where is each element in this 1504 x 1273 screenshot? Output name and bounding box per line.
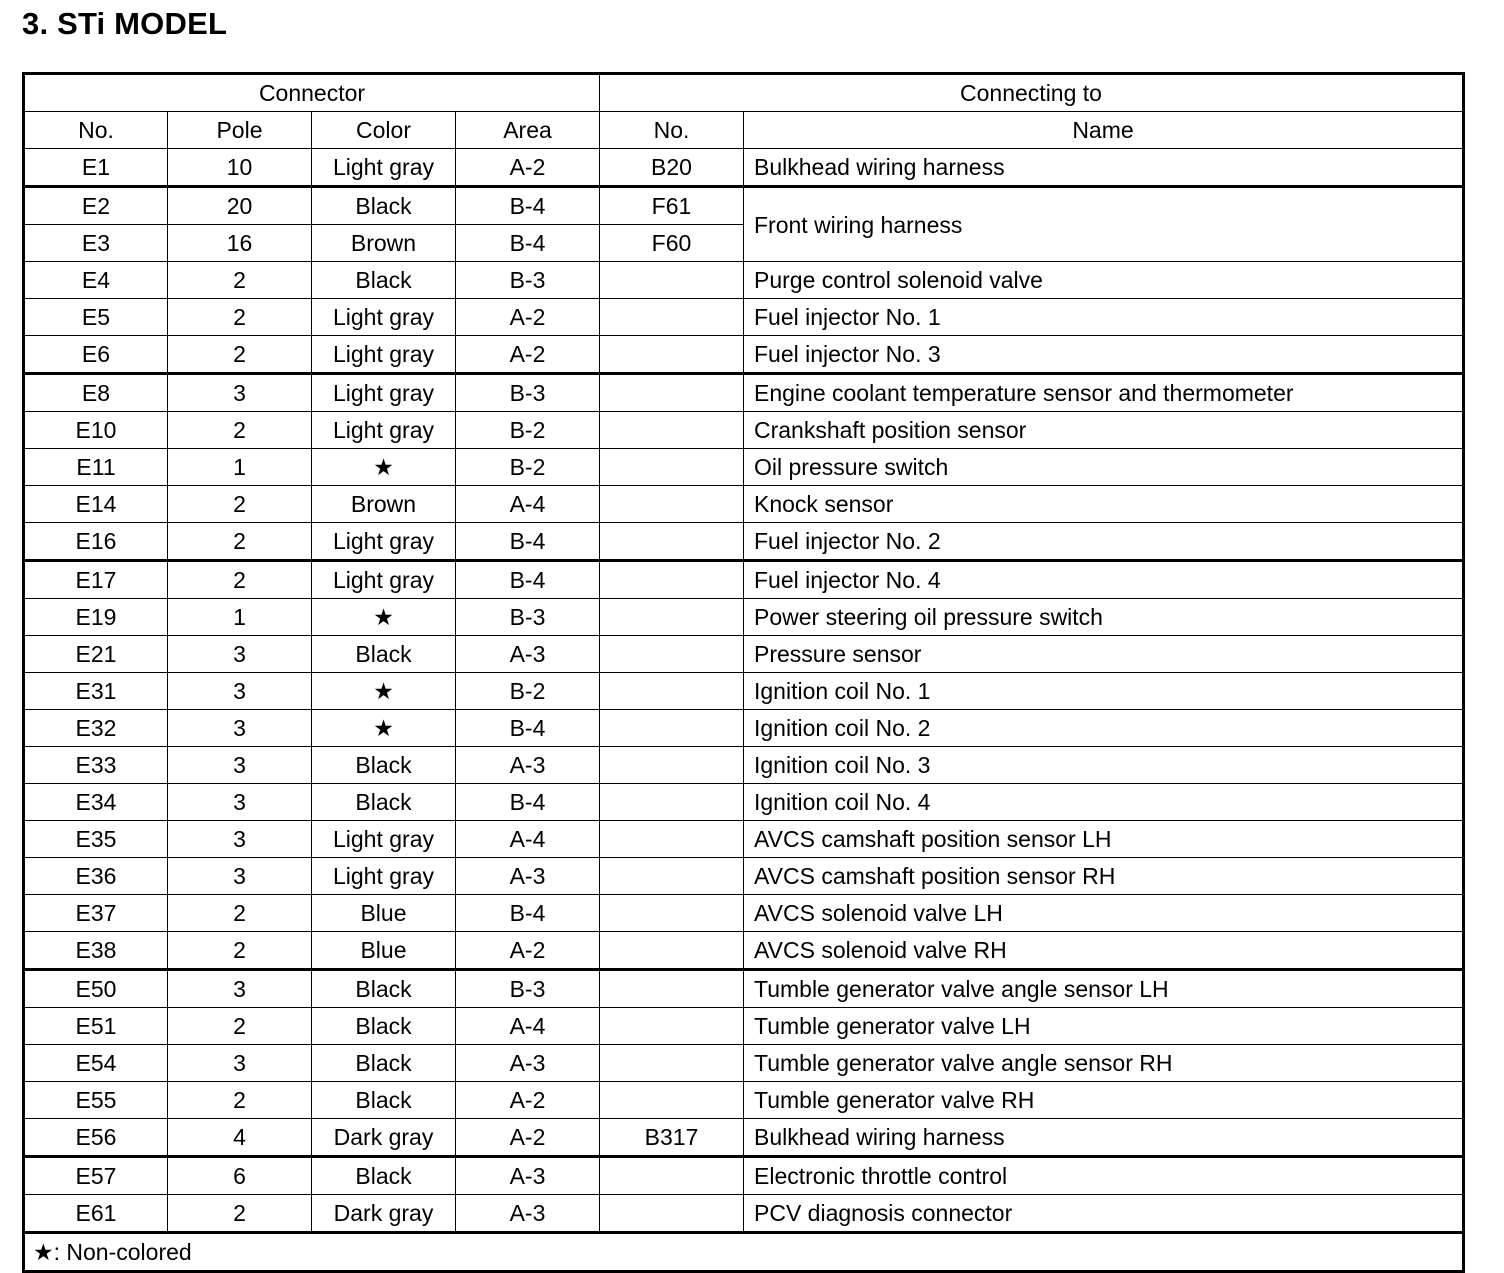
table-row xyxy=(24,561,1464,599)
cell-area: B-4 xyxy=(456,187,600,225)
cell-color: Light gray xyxy=(312,374,456,412)
table-row xyxy=(24,187,1464,225)
cell-name: Ignition coil No. 1 xyxy=(744,673,1464,710)
cell-area: B-4 xyxy=(456,895,600,932)
cell-connector-no: E14 xyxy=(24,486,168,523)
cell-connector-no: E10 xyxy=(24,412,168,449)
table-row xyxy=(24,412,1464,449)
col-header-no: No. xyxy=(24,112,168,149)
cell-connecting-no xyxy=(600,970,744,1008)
cell-connecting-no xyxy=(600,1157,744,1195)
cell-area: A-2 xyxy=(456,299,600,336)
cell-connector-no: E54 xyxy=(24,1045,168,1082)
table-row xyxy=(24,858,1464,895)
page-title: 3. STi MODEL xyxy=(22,6,228,41)
cell-connector-no: E21 xyxy=(24,636,168,673)
cell-area: A-2 xyxy=(456,149,600,187)
col-header-pole: Pole xyxy=(168,112,312,149)
cell-color: Blue xyxy=(312,895,456,932)
cell-pole: 2 xyxy=(168,932,312,970)
cell-connector-no: E34 xyxy=(24,784,168,821)
cell-area: A-4 xyxy=(456,821,600,858)
cell-connector-no: E3 xyxy=(24,225,168,262)
cell-connector-no: E56 xyxy=(24,1119,168,1157)
cell-area: B-4 xyxy=(456,710,600,747)
cell-pole: 6 xyxy=(168,1157,312,1195)
cell-name: Crankshaft position sensor xyxy=(744,412,1464,449)
cell-color: Black xyxy=(312,1157,456,1195)
cell-name: AVCS solenoid valve LH xyxy=(744,895,1464,932)
cell-color: Light gray xyxy=(312,523,456,561)
cell-name: PCV diagnosis connector xyxy=(744,1195,1464,1233)
cell-pole: 16 xyxy=(168,225,312,262)
cell-connecting-no xyxy=(600,374,744,412)
cell-pole: 2 xyxy=(168,895,312,932)
cell-connector-no: E11 xyxy=(24,449,168,486)
col-header-area: Area xyxy=(456,112,600,149)
cell-pole: 4 xyxy=(168,1119,312,1157)
cell-color: Black xyxy=(312,1008,456,1045)
connector-group-header: Connector xyxy=(24,74,600,112)
cell-area: B-3 xyxy=(456,970,600,1008)
table-row xyxy=(24,710,1464,747)
cell-connecting-no xyxy=(600,673,744,710)
cell-color: ★ xyxy=(312,449,456,486)
table-row xyxy=(24,1082,1464,1119)
cell-connecting-no: B20 xyxy=(600,149,744,187)
cell-color: Light gray xyxy=(312,561,456,599)
cell-color: Black xyxy=(312,747,456,784)
cell-connector-no: E31 xyxy=(24,673,168,710)
cell-area: A-3 xyxy=(456,1045,600,1082)
cell-connecting-no xyxy=(600,486,744,523)
table-row xyxy=(24,262,1464,299)
cell-connecting-no xyxy=(600,262,744,299)
cell-name: AVCS solenoid valve RH xyxy=(744,932,1464,970)
table-row xyxy=(24,1157,1464,1195)
cell-connector-no: E37 xyxy=(24,895,168,932)
cell-name: Fuel injector No. 1 xyxy=(744,299,1464,336)
cell-name: AVCS camshaft position sensor RH xyxy=(744,858,1464,895)
footnote: ★: Non-colored xyxy=(24,1233,1464,1272)
cell-area: B-4 xyxy=(456,523,600,561)
cell-area: A-3 xyxy=(456,747,600,784)
cell-color: Blue xyxy=(312,932,456,970)
cell-color: Brown xyxy=(312,486,456,523)
cell-connecting-no xyxy=(600,561,744,599)
cell-pole: 2 xyxy=(168,486,312,523)
cell-connector-no: E2 xyxy=(24,187,168,225)
cell-area: B-4 xyxy=(456,784,600,821)
cell-connector-no: E8 xyxy=(24,374,168,412)
cell-pole: 3 xyxy=(168,710,312,747)
table-row xyxy=(24,932,1464,970)
cell-connecting-no: B317 xyxy=(600,1119,744,1157)
cell-connector-no: E55 xyxy=(24,1082,168,1119)
col-header-color: Color xyxy=(312,112,456,149)
cell-connector-no: E36 xyxy=(24,858,168,895)
cell-pole: 2 xyxy=(168,523,312,561)
cell-pole: 2 xyxy=(168,412,312,449)
cell-connecting-no xyxy=(600,932,744,970)
table-row xyxy=(24,1195,1464,1233)
table-row xyxy=(24,449,1464,486)
cell-area: A-4 xyxy=(456,486,600,523)
cell-name: AVCS camshaft position sensor LH xyxy=(744,821,1464,858)
cell-color: Light gray xyxy=(312,336,456,374)
cell-connector-no: E19 xyxy=(24,599,168,636)
table-row xyxy=(24,523,1464,561)
cell-name: Bulkhead wiring harness xyxy=(744,149,1464,187)
cell-name: Knock sensor xyxy=(744,486,1464,523)
cell-pole: 10 xyxy=(168,149,312,187)
table-row xyxy=(24,486,1464,523)
cell-pole: 3 xyxy=(168,858,312,895)
cell-pole: 1 xyxy=(168,599,312,636)
cell-area: B-4 xyxy=(456,561,600,599)
cell-color: Light gray xyxy=(312,821,456,858)
cell-color: ★ xyxy=(312,673,456,710)
cell-connector-no: E4 xyxy=(24,262,168,299)
table-row xyxy=(24,299,1464,336)
cell-connecting-no xyxy=(600,1008,744,1045)
cell-name: Bulkhead wiring harness xyxy=(744,1119,1464,1157)
cell-color: Black xyxy=(312,1082,456,1119)
cell-color: ★ xyxy=(312,710,456,747)
cell-pole: 2 xyxy=(168,262,312,299)
cell-pole: 3 xyxy=(168,1045,312,1082)
cell-color: Dark gray xyxy=(312,1195,456,1233)
table-row xyxy=(24,336,1464,374)
cell-connecting-no xyxy=(600,299,744,336)
table-row xyxy=(24,821,1464,858)
cell-connector-no: E5 xyxy=(24,299,168,336)
cell-pole: 2 xyxy=(168,1082,312,1119)
cell-name: Pressure sensor xyxy=(744,636,1464,673)
table-body xyxy=(24,149,1464,1233)
cell-connecting-no xyxy=(600,336,744,374)
cell-connecting-no xyxy=(600,412,744,449)
cell-name: Ignition coil No. 3 xyxy=(744,747,1464,784)
cell-area: B-4 xyxy=(456,225,600,262)
cell-connecting-no xyxy=(600,1082,744,1119)
cell-connecting-no: F61 xyxy=(600,187,744,225)
cell-area: A-2 xyxy=(456,1082,600,1119)
cell-connector-no: E16 xyxy=(24,523,168,561)
cell-connecting-no: F60 xyxy=(600,225,744,262)
cell-area: A-2 xyxy=(456,932,600,970)
cell-color: ★ xyxy=(312,599,456,636)
cell-pole: 3 xyxy=(168,747,312,784)
cell-pole: 3 xyxy=(168,784,312,821)
cell-name: Tumble generator valve RH xyxy=(744,1082,1464,1119)
cell-area: A-3 xyxy=(456,1195,600,1233)
header-group-row xyxy=(24,74,1464,112)
cell-pole: 20 xyxy=(168,187,312,225)
cell-connector-no: E57 xyxy=(24,1157,168,1195)
cell-color: Black xyxy=(312,636,456,673)
footnote-row xyxy=(24,1233,1464,1272)
table-row xyxy=(24,149,1464,187)
cell-connecting-no xyxy=(600,747,744,784)
cell-connecting-no xyxy=(600,1045,744,1082)
table-row xyxy=(24,1119,1464,1157)
cell-name: Oil pressure switch xyxy=(744,449,1464,486)
cell-connecting-no xyxy=(600,1195,744,1233)
cell-name: Tumble generator valve angle sensor LH xyxy=(744,970,1464,1008)
table-row xyxy=(24,1008,1464,1045)
cell-name: Fuel injector No. 2 xyxy=(744,523,1464,561)
cell-connecting-no xyxy=(600,449,744,486)
cell-name: Ignition coil No. 4 xyxy=(744,784,1464,821)
cell-pole: 2 xyxy=(168,1195,312,1233)
cell-connector-no: E17 xyxy=(24,561,168,599)
cell-area: A-2 xyxy=(456,336,600,374)
cell-connecting-no xyxy=(600,895,744,932)
cell-name: Ignition coil No. 2 xyxy=(744,710,1464,747)
cell-name: Fuel injector No. 3 xyxy=(744,336,1464,374)
cell-connector-no: E50 xyxy=(24,970,168,1008)
cell-area: B-2 xyxy=(456,412,600,449)
table-row xyxy=(24,673,1464,710)
cell-connecting-no xyxy=(600,858,744,895)
cell-pole: 3 xyxy=(168,970,312,1008)
cell-pole: 3 xyxy=(168,673,312,710)
cell-connecting-no xyxy=(600,523,744,561)
cell-connecting-no xyxy=(600,636,744,673)
cell-connector-no: E51 xyxy=(24,1008,168,1045)
cell-connecting-no xyxy=(600,784,744,821)
cell-color: Black xyxy=(312,970,456,1008)
col-header-connecting-no: No. xyxy=(600,112,744,149)
cell-pole: 3 xyxy=(168,636,312,673)
cell-pole: 3 xyxy=(168,821,312,858)
cell-name: Electronic throttle control xyxy=(744,1157,1464,1195)
cell-connecting-no xyxy=(600,710,744,747)
connector-table xyxy=(22,72,1465,1273)
cell-color: Black xyxy=(312,262,456,299)
table-row xyxy=(24,599,1464,636)
cell-area: A-3 xyxy=(456,858,600,895)
cell-color: Light gray xyxy=(312,149,456,187)
table-row xyxy=(24,970,1464,1008)
cell-color: Light gray xyxy=(312,299,456,336)
cell-name: Tumble generator valve LH xyxy=(744,1008,1464,1045)
cell-pole: 2 xyxy=(168,1008,312,1045)
cell-color: Brown xyxy=(312,225,456,262)
cell-connector-no: E32 xyxy=(24,710,168,747)
cell-area: B-2 xyxy=(456,673,600,710)
cell-name: Power steering oil pressure switch xyxy=(744,599,1464,636)
header-column-row xyxy=(24,112,1464,149)
cell-pole: 2 xyxy=(168,299,312,336)
cell-pole: 2 xyxy=(168,561,312,599)
cell-pole: 1 xyxy=(168,449,312,486)
cell-area: A-3 xyxy=(456,1157,600,1195)
cell-connector-no: E38 xyxy=(24,932,168,970)
cell-name: Fuel injector No. 4 xyxy=(744,561,1464,599)
connecting-to-group-header: Connecting to xyxy=(600,74,1464,112)
table-row xyxy=(24,784,1464,821)
cell-connector-no: E1 xyxy=(24,149,168,187)
col-header-name: Name xyxy=(744,112,1464,149)
cell-color: Black xyxy=(312,1045,456,1082)
cell-color: Black xyxy=(312,187,456,225)
cell-area: B-3 xyxy=(456,374,600,412)
cell-connector-no: E33 xyxy=(24,747,168,784)
cell-area: A-4 xyxy=(456,1008,600,1045)
cell-area: B-3 xyxy=(456,262,600,299)
cell-pole: 3 xyxy=(168,374,312,412)
cell-connector-no: E35 xyxy=(24,821,168,858)
cell-connecting-no xyxy=(600,599,744,636)
table-row xyxy=(24,895,1464,932)
cell-pole: 2 xyxy=(168,336,312,374)
table-row xyxy=(24,374,1464,412)
cell-area: A-2 xyxy=(456,1119,600,1157)
cell-name: Purge control solenoid valve xyxy=(744,262,1464,299)
cell-color: Dark gray xyxy=(312,1119,456,1157)
cell-connector-no: E6 xyxy=(24,336,168,374)
cell-name: Front wiring harness xyxy=(744,187,1464,262)
cell-name: Tumble generator valve angle sensor RH xyxy=(744,1045,1464,1082)
table-row xyxy=(24,747,1464,784)
cell-connecting-no xyxy=(600,821,744,858)
table-header xyxy=(24,74,1464,149)
table-row xyxy=(24,1045,1464,1082)
cell-connector-no: E61 xyxy=(24,1195,168,1233)
cell-area: B-3 xyxy=(456,599,600,636)
cell-color: Light gray xyxy=(312,412,456,449)
cell-color: Light gray xyxy=(312,858,456,895)
cell-area: B-2 xyxy=(456,449,600,486)
cell-name: Engine coolant temperature sensor and thermometer xyxy=(744,374,1464,412)
cell-area: A-3 xyxy=(456,636,600,673)
table-row xyxy=(24,636,1464,673)
cell-color: Black xyxy=(312,784,456,821)
